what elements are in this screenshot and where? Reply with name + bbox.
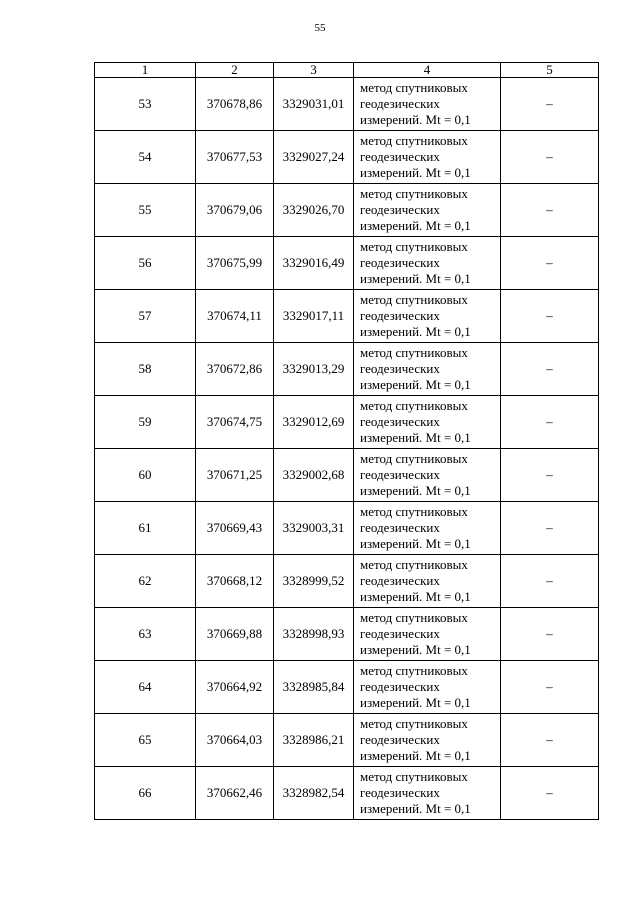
method-text-line: геодезических [360, 573, 440, 588]
y-coordinate-cell: 3329013,29 [274, 343, 354, 396]
y-coordinate-cell: 3329002,68 [274, 449, 354, 502]
method-text-line: измерений. Mt = 0,1 [360, 695, 471, 710]
coordinates-table [94, 62, 599, 820]
method-text-line: метод спутниковых [360, 239, 468, 254]
point-number-cell: 56 [95, 237, 196, 290]
method-text-line: геодезических [360, 679, 440, 694]
x-coordinate-cell: 370679,06 [196, 184, 274, 237]
method-text-line: метод спутниковых [360, 292, 468, 307]
method-cell [354, 714, 501, 767]
method-text-line: измерений. Mt = 0,1 [360, 112, 471, 127]
method-text-line: геодезических [360, 785, 440, 800]
y-coordinate-cell: 3328999,52 [274, 555, 354, 608]
method-text-line: измерений. Mt = 0,1 [360, 324, 471, 339]
table-row [95, 78, 599, 131]
y-coordinate-cell: 3329031,01 [274, 78, 354, 131]
note-cell: – [501, 78, 599, 131]
point-number-cell: 62 [95, 555, 196, 608]
point-number-cell: 60 [95, 449, 196, 502]
method-cell [354, 343, 501, 396]
method-cell [354, 131, 501, 184]
table-row [95, 555, 599, 608]
method-text-line: метод спутниковых [360, 504, 468, 519]
point-number-cell: 53 [95, 78, 196, 131]
method-text-line: измерений. Mt = 0,1 [360, 483, 471, 498]
method-text-line: метод спутниковых [360, 186, 468, 201]
note-cell: – [501, 343, 599, 396]
method-text-line: измерений. Mt = 0,1 [360, 271, 471, 286]
note-cell: – [501, 290, 599, 343]
method-text-line: геодезических [360, 626, 440, 641]
table-row [95, 343, 599, 396]
y-coordinate-cell: 3328998,93 [274, 608, 354, 661]
method-text-line: метод спутниковых [360, 769, 468, 784]
header-cell-2: 2 [196, 63, 274, 78]
y-coordinate-cell: 3329012,69 [274, 396, 354, 449]
method-text-line: метод спутниковых [360, 663, 468, 678]
table-row [95, 502, 599, 555]
method-text-line: метод спутниковых [360, 80, 468, 95]
y-coordinate-cell: 3328982,54 [274, 767, 354, 820]
note-cell: – [501, 767, 599, 820]
method-cell [354, 608, 501, 661]
y-coordinate-cell: 3329016,49 [274, 237, 354, 290]
method-text-line: измерений. Mt = 0,1 [360, 589, 471, 604]
x-coordinate-cell: 370674,11 [196, 290, 274, 343]
note-cell: – [501, 184, 599, 237]
x-coordinate-cell: 370662,46 [196, 767, 274, 820]
point-number-cell: 65 [95, 714, 196, 767]
note-cell: – [501, 131, 599, 184]
method-text-line: измерений. Mt = 0,1 [360, 642, 471, 657]
note-cell: – [501, 237, 599, 290]
method-text-line: геодезических [360, 361, 440, 376]
method-text-line: измерений. Mt = 0,1 [360, 430, 471, 445]
method-text-line: геодезических [360, 520, 440, 535]
point-number-cell: 63 [95, 608, 196, 661]
y-coordinate-cell: 3328986,21 [274, 714, 354, 767]
point-number-cell: 64 [95, 661, 196, 714]
y-coordinate-cell: 3329027,24 [274, 131, 354, 184]
method-text-line: геодезических [360, 149, 440, 164]
method-text-line: метод спутниковых [360, 398, 468, 413]
note-cell: – [501, 714, 599, 767]
table-row [95, 714, 599, 767]
method-cell [354, 78, 501, 131]
note-cell: – [501, 608, 599, 661]
table-row [95, 184, 599, 237]
method-text-line: измерений. Mt = 0,1 [360, 165, 471, 180]
method-text-line: геодезических [360, 202, 440, 217]
point-number-cell: 59 [95, 396, 196, 449]
y-coordinate-cell: 3328985,84 [274, 661, 354, 714]
method-text-line: геодезических [360, 255, 440, 270]
x-coordinate-cell: 370664,03 [196, 714, 274, 767]
note-cell: – [501, 396, 599, 449]
x-coordinate-cell: 370669,43 [196, 502, 274, 555]
table-row [95, 449, 599, 502]
method-text-line: метод спутниковых [360, 451, 468, 466]
point-number-cell: 66 [95, 767, 196, 820]
method-cell [354, 661, 501, 714]
table-row [95, 396, 599, 449]
note-cell: – [501, 555, 599, 608]
header-cell-4: 4 [354, 63, 501, 78]
method-cell [354, 290, 501, 343]
method-text-line: геодезических [360, 414, 440, 429]
method-text-line: измерений. Mt = 0,1 [360, 218, 471, 233]
method-cell [354, 449, 501, 502]
method-text-line: геодезических [360, 96, 440, 111]
note-cell: – [501, 449, 599, 502]
x-coordinate-cell: 370669,88 [196, 608, 274, 661]
method-cell [354, 502, 501, 555]
note-cell: – [501, 502, 599, 555]
x-coordinate-cell: 370664,92 [196, 661, 274, 714]
header-cell-5: 5 [501, 63, 599, 78]
x-coordinate-cell: 370674,75 [196, 396, 274, 449]
point-number-cell: 57 [95, 290, 196, 343]
method-text-line: измерений. Mt = 0,1 [360, 377, 471, 392]
point-number-cell: 61 [95, 502, 196, 555]
method-text-line: метод спутниковых [360, 557, 468, 572]
method-text-line: метод спутниковых [360, 610, 468, 625]
x-coordinate-cell: 370675,99 [196, 237, 274, 290]
method-text-line: метод спутниковых [360, 716, 468, 731]
y-coordinate-cell: 3329003,31 [274, 502, 354, 555]
table-body [95, 63, 599, 820]
x-coordinate-cell: 370671,25 [196, 449, 274, 502]
method-text-line: измерений. Mt = 0,1 [360, 536, 471, 551]
table-row [95, 608, 599, 661]
y-coordinate-cell: 3329026,70 [274, 184, 354, 237]
method-text-line: метод спутниковых [360, 133, 468, 148]
note-cell: – [501, 661, 599, 714]
method-cell [354, 396, 501, 449]
x-coordinate-cell: 370678,86 [196, 78, 274, 131]
table-header-row [95, 63, 599, 78]
x-coordinate-cell: 370677,53 [196, 131, 274, 184]
table-row [95, 131, 599, 184]
table-row [95, 767, 599, 820]
point-number-cell: 55 [95, 184, 196, 237]
method-cell [354, 555, 501, 608]
table-row [95, 290, 599, 343]
method-text-line: геодезических [360, 467, 440, 482]
table-row [95, 661, 599, 714]
method-cell [354, 237, 501, 290]
method-cell [354, 184, 501, 237]
method-text-line: геодезических [360, 308, 440, 323]
method-text-line: измерений. Mt = 0,1 [360, 801, 471, 816]
x-coordinate-cell: 370668,12 [196, 555, 274, 608]
point-number-cell: 58 [95, 343, 196, 396]
method-cell [354, 767, 501, 820]
x-coordinate-cell: 370672,86 [196, 343, 274, 396]
header-cell-3: 3 [274, 63, 354, 78]
page-number: 55 [314, 22, 326, 34]
method-text-line: измерений. Mt = 0,1 [360, 748, 471, 763]
y-coordinate-cell: 3329017,11 [274, 290, 354, 343]
table-row [95, 237, 599, 290]
method-text-line: метод спутниковых [360, 345, 468, 360]
point-number-cell: 54 [95, 131, 196, 184]
header-cell-1: 1 [95, 63, 196, 78]
method-text-line: геодезических [360, 732, 440, 747]
